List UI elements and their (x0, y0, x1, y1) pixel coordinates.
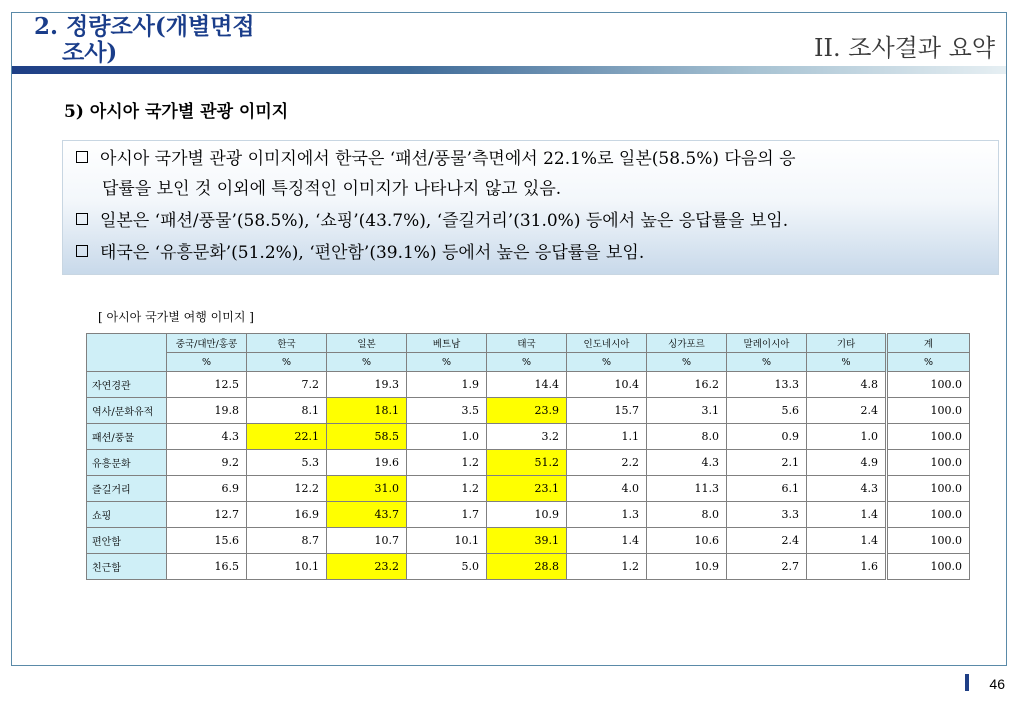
table-cell: 2.2 (567, 450, 647, 476)
table-cell: 1.0 (407, 424, 487, 450)
checkbox-bullet-icon (76, 245, 88, 257)
table-cell: 4.9 (807, 450, 887, 476)
checkbox-bullet-icon (76, 151, 88, 163)
table-row (87, 554, 970, 580)
table-row (87, 372, 970, 398)
table-cell: 2.4 (727, 528, 807, 554)
table-cell: 12.7 (167, 502, 247, 528)
row-label: 자연경관 (87, 372, 167, 398)
table-cell: 100.0 (887, 450, 970, 476)
row-label: 친근함 (87, 554, 167, 580)
header-gradient-bar (12, 66, 1006, 74)
table-row (87, 398, 970, 424)
column-header: 기타 (807, 334, 887, 353)
table-cell: 1.4 (807, 502, 887, 528)
table-cell: 18.1 (327, 398, 407, 424)
table-cell: 1.4 (807, 528, 887, 554)
table-cell: 19.8 (167, 398, 247, 424)
table-cell: 10.1 (407, 528, 487, 554)
table-cell: 58.5 (327, 424, 407, 450)
column-unit: % (407, 353, 487, 372)
column-header: 일본 (327, 334, 407, 353)
table-cell: 3.2 (487, 424, 567, 450)
table-cell: 100.0 (887, 372, 970, 398)
table-cell: 10.4 (567, 372, 647, 398)
table-cell: 1.0 (807, 424, 887, 450)
table-cell: 1.6 (807, 554, 887, 580)
table-cell: 100.0 (887, 554, 970, 580)
column-header: 베트남 (407, 334, 487, 353)
table-cell: 10.1 (247, 554, 327, 580)
column-header: 태국 (487, 334, 567, 353)
table-cell: 3.1 (647, 398, 727, 424)
table-cell: 8.0 (647, 502, 727, 528)
table-cell: 100.0 (887, 398, 970, 424)
table-cell: 14.4 (487, 372, 567, 398)
summary-bullet-2-text: 일본은 ‘패션/풍물’(58.5%), ‘쇼핑’(43.7%), ‘즐길거리’(31.0%) 등에서 높은 응답률을 보임. (100, 211, 789, 231)
column-unit: % (647, 353, 727, 372)
table-cell: 4.3 (647, 450, 727, 476)
table-cell: 2.7 (727, 554, 807, 580)
row-label: 즐길거리 (87, 476, 167, 502)
table-cell: 39.1 (487, 528, 567, 554)
table-cell: 8.1 (247, 398, 327, 424)
column-header: 말레이시아 (727, 334, 807, 353)
table-cell: 10.9 (647, 554, 727, 580)
table-cell: 0.9 (727, 424, 807, 450)
table-cell: 4.3 (167, 424, 247, 450)
table-cell: 16.9 (247, 502, 327, 528)
column-header: 인도네시아 (567, 334, 647, 353)
table-caption: [ 아시아 국가별 여행 이미지 ] (98, 310, 254, 324)
column-unit: % (727, 353, 807, 372)
table-cell: 6.9 (167, 476, 247, 502)
table-cell: 19.3 (327, 372, 407, 398)
table-cell: 10.7 (327, 528, 407, 554)
summary-bullet-1 (76, 144, 986, 204)
table-cell: 4.0 (567, 476, 647, 502)
table-row (87, 424, 970, 450)
table-cell: 1.2 (407, 476, 487, 502)
table-cell: 15.7 (567, 398, 647, 424)
table-cell: 13.3 (727, 372, 807, 398)
table-row (87, 476, 970, 502)
table-cell: 51.2 (487, 450, 567, 476)
travel-image-table (86, 333, 970, 580)
table-cell: 7.2 (247, 372, 327, 398)
table-cell: 9.2 (167, 450, 247, 476)
column-unit: % (807, 353, 887, 372)
table-cell: 3.3 (727, 502, 807, 528)
table-cell: 2.4 (807, 398, 887, 424)
chapter-title: II. 조사결과 요약 (814, 34, 995, 62)
column-unit: % (887, 353, 970, 372)
table-cell: 2.1 (727, 450, 807, 476)
column-unit: % (167, 353, 247, 372)
table-row (87, 450, 970, 476)
slide-title-line2: 조사) (62, 39, 118, 66)
slide-title-line1: 2. 정량조사(개별면접 (34, 13, 255, 40)
column-header: 한국 (247, 334, 327, 353)
table-cell: 10.9 (487, 502, 567, 528)
table-cell: 4.3 (807, 476, 887, 502)
table-row (87, 502, 970, 528)
table-cell: 12.2 (247, 476, 327, 502)
column-unit: % (247, 353, 327, 372)
table-cell: 1.3 (567, 502, 647, 528)
table-cell: 8.7 (247, 528, 327, 554)
table-row (87, 528, 970, 554)
column-unit: % (327, 353, 407, 372)
table-cell: 1.2 (567, 554, 647, 580)
table-cell: 43.7 (327, 502, 407, 528)
table-cell: 16.5 (167, 554, 247, 580)
summary-bullet-3 (76, 238, 986, 268)
table-cell: 31.0 (327, 476, 407, 502)
table-cell: 1.1 (567, 424, 647, 450)
table-cell: 10.6 (647, 528, 727, 554)
table-cell: 5.3 (247, 450, 327, 476)
column-header: 싱가포르 (647, 334, 727, 353)
table-cell: 15.6 (167, 528, 247, 554)
table-cell: 100.0 (887, 502, 970, 528)
checkbox-bullet-icon (76, 213, 88, 225)
table-cell: 5.0 (407, 554, 487, 580)
column-header: 중국/대만/홍콩 (167, 334, 247, 353)
row-label: 편안함 (87, 528, 167, 554)
table-cell: 1.4 (567, 528, 647, 554)
table-cell: 100.0 (887, 476, 970, 502)
table-corner-cell (87, 334, 167, 372)
table-cell: 100.0 (887, 528, 970, 554)
table-cell: 11.3 (647, 476, 727, 502)
column-header: 계 (887, 334, 970, 353)
table-cell: 1.9 (407, 372, 487, 398)
row-label: 유흥문화 (87, 450, 167, 476)
section-title: 5) 아시아 국가별 관광 이미지 (64, 102, 289, 122)
summary-bullet-1-line2: 답률을 보인 것 이외에 특징적인 이미지가 나타나지 않고 있음. (102, 179, 562, 199)
table-cell: 19.6 (327, 450, 407, 476)
table-cell: 6.1 (727, 476, 807, 502)
summary-bullet-1-line1: 아시아 국가별 관광 이미지에서 한국은 ‘패션/풍물’측면에서 22.1%로 일본(58.5%) 다음의 응 (100, 149, 796, 169)
table-cell: 3.5 (407, 398, 487, 424)
table-cell: 23.1 (487, 476, 567, 502)
table-cell: 28.8 (487, 554, 567, 580)
table-cell: 16.2 (647, 372, 727, 398)
table-cell: 4.8 (807, 372, 887, 398)
column-unit: % (487, 353, 567, 372)
page-number: 46 (989, 676, 1005, 692)
row-label: 패션/풍물 (87, 424, 167, 450)
table-cell: 23.9 (487, 398, 567, 424)
page-number-bar (965, 674, 969, 691)
table-cell: 8.0 (647, 424, 727, 450)
summary-bullet-3-text: 태국은 ‘유흥문화’(51.2%), ‘편안함’(39.1%) 등에서 높은 응답률을 보임. (100, 243, 645, 263)
summary-bullet-2 (76, 206, 986, 236)
table-cell: 23.2 (327, 554, 407, 580)
row-label: 역사/문화유적 (87, 398, 167, 424)
table-cell: 1.2 (407, 450, 487, 476)
table-cell: 1.7 (407, 502, 487, 528)
column-unit: % (567, 353, 647, 372)
table-cell: 12.5 (167, 372, 247, 398)
table-cell: 22.1 (247, 424, 327, 450)
table-cell: 5.6 (727, 398, 807, 424)
table-cell: 100.0 (887, 424, 970, 450)
row-label: 쇼핑 (87, 502, 167, 528)
slide-title (34, 14, 294, 66)
